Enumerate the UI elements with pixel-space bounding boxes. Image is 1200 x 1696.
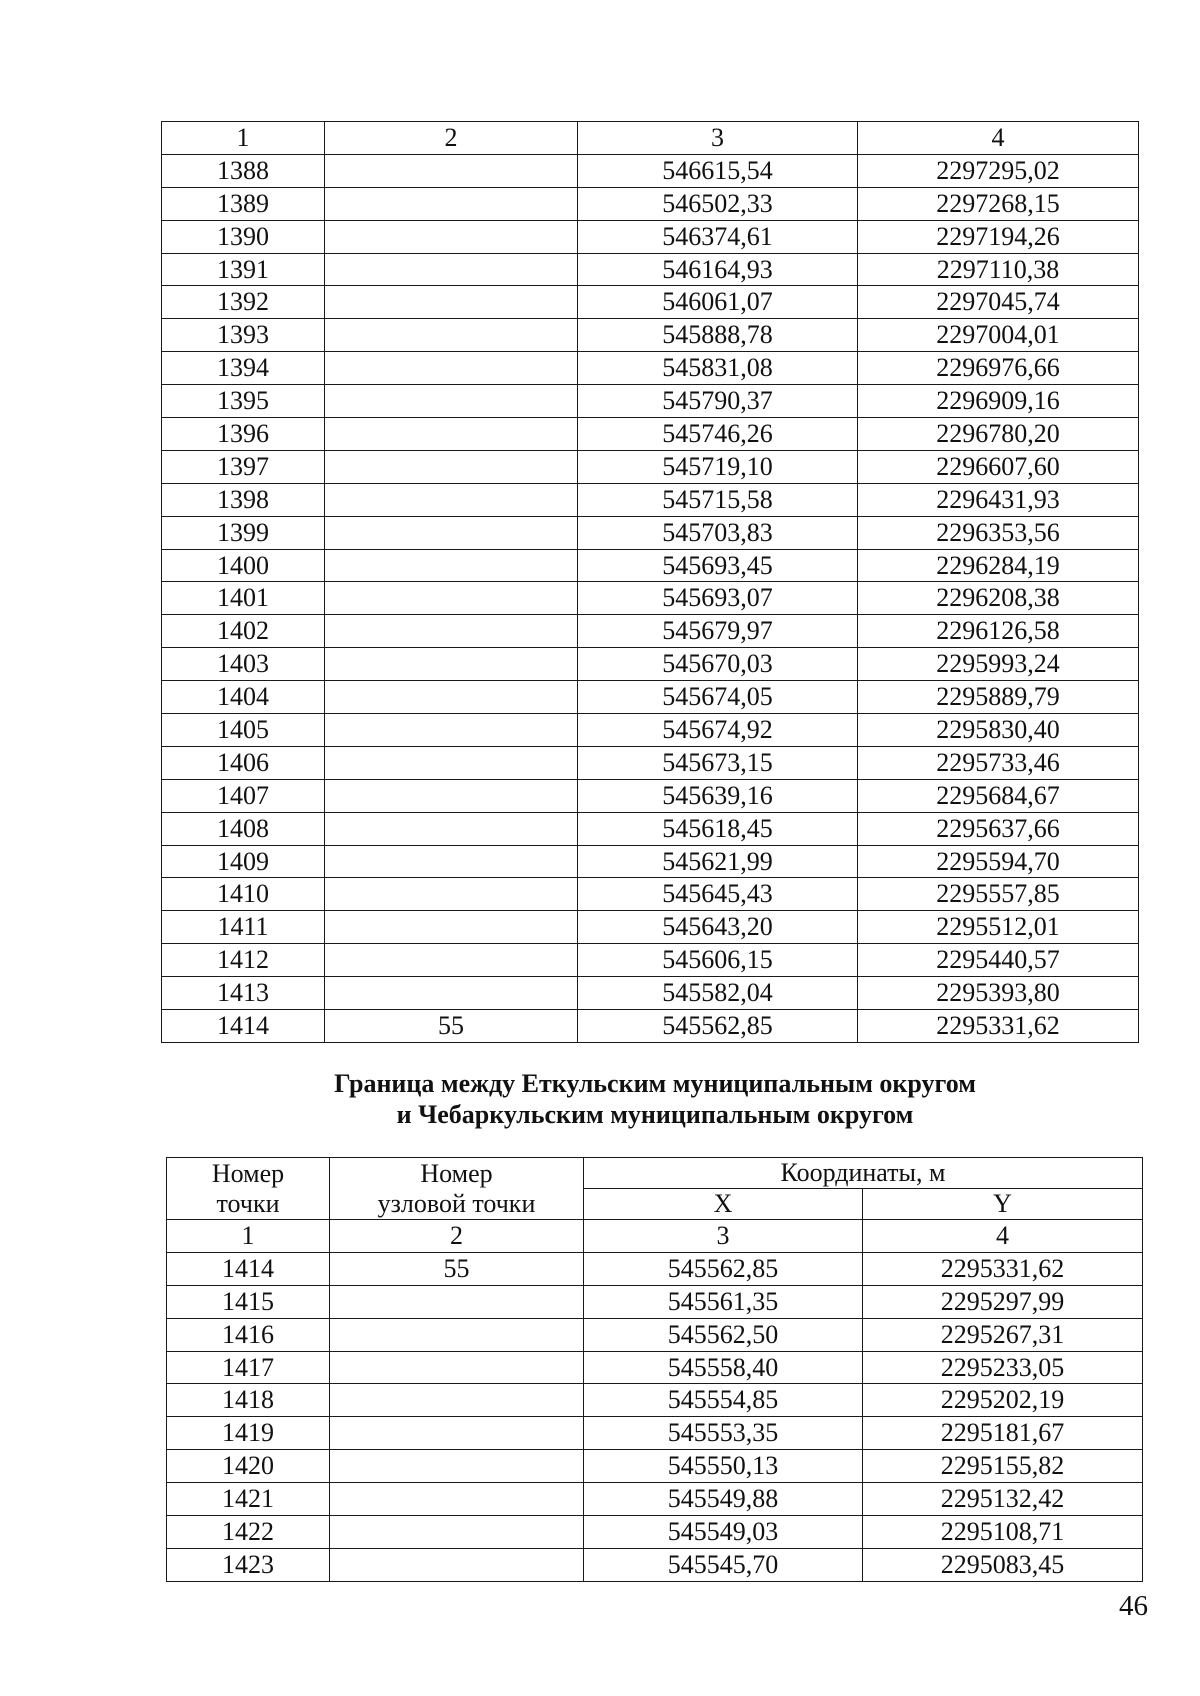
x-coordinate-cell: 545693,45 [578, 549, 858, 582]
table-row [162, 977, 1139, 1010]
node-point-cell [325, 220, 578, 253]
point-number-cell: 1409 [162, 845, 325, 878]
x-coordinate-cell: 545554,85 [584, 1384, 863, 1417]
y-coordinate-cell: 2295331,62 [858, 1010, 1139, 1043]
x-coordinate-cell: 545831,08 [578, 352, 858, 385]
node-point-cell [325, 286, 578, 319]
column-number-cell: 1 [167, 1220, 330, 1253]
node-point-cell [325, 714, 578, 747]
node-point-cell: 55 [325, 1010, 578, 1043]
table-row [162, 1010, 1139, 1043]
node-point-cell [330, 1483, 584, 1516]
table-row [162, 681, 1139, 714]
table-body [167, 1252, 1143, 1581]
table-row [162, 220, 1139, 253]
point-number-cell: 1401 [162, 582, 325, 615]
x-coordinate-cell: 545606,15 [578, 944, 858, 977]
node-point-cell [330, 1384, 584, 1417]
table-row [162, 549, 1139, 582]
point-number-cell: 1396 [162, 418, 325, 451]
node-point-cell [325, 746, 578, 779]
table-row [162, 714, 1139, 747]
point-number-cell: 1392 [162, 286, 325, 319]
x-coordinate-cell: 545888,78 [578, 319, 858, 352]
y-coordinate-cell: 2295297,99 [863, 1285, 1143, 1318]
y-coordinate-cell: 2297295,02 [858, 154, 1139, 187]
x-coordinate-cell: 545643,20 [578, 911, 858, 944]
section-title-line-1: Граница между Еткульским муниципальным округом [334, 1069, 976, 1098]
table-row [162, 319, 1139, 352]
y-coordinate-cell: 2295733,46 [858, 746, 1139, 779]
point-number-cell: 1393 [162, 319, 325, 352]
column-number-cell: 2 [330, 1220, 584, 1253]
node-point-cell [325, 154, 578, 187]
x-header: X [584, 1189, 863, 1220]
point-number-cell: 1420 [167, 1450, 330, 1483]
column-number-cell: 3 [584, 1220, 863, 1253]
y-coordinate-cell: 2295993,24 [858, 648, 1139, 681]
y-coordinate-cell: 2295155,82 [863, 1450, 1143, 1483]
node-point-cell [325, 878, 578, 911]
column-number-row [167, 1220, 1143, 1253]
y-header: Y [863, 1189, 1143, 1220]
x-coordinate-cell: 546502,33 [578, 187, 858, 220]
table-row [162, 582, 1139, 615]
section-title-line-2: и Чебаркульским муниципальным округом [396, 1100, 914, 1129]
y-coordinate-cell: 2296208,38 [858, 582, 1139, 615]
y-coordinate-cell: 2295202,19 [863, 1384, 1143, 1417]
x-coordinate-cell: 545673,15 [578, 746, 858, 779]
header-text: точки [216, 1188, 280, 1218]
x-coordinate-cell: 545582,04 [578, 977, 858, 1010]
header-text: узловой точки [377, 1188, 536, 1218]
x-coordinate-cell: 545561,35 [584, 1285, 863, 1318]
column-number-cell: 1 [162, 122, 325, 155]
node-point-cell [325, 549, 578, 582]
table-row [162, 746, 1139, 779]
node-point-cell [330, 1417, 584, 1450]
table-row [162, 911, 1139, 944]
point-number-cell: 1416 [167, 1318, 330, 1351]
node-point-cell [325, 319, 578, 352]
point-number-cell: 1390 [162, 220, 325, 253]
y-coordinate-cell: 2296126,58 [858, 615, 1139, 648]
point-number-header [167, 1158, 330, 1220]
point-number-cell: 1398 [162, 483, 325, 516]
y-coordinate-cell: 2295083,45 [863, 1548, 1143, 1581]
node-point-cell [330, 1285, 584, 1318]
x-coordinate-cell: 546615,54 [578, 154, 858, 187]
x-coordinate-cell: 545562,85 [584, 1252, 863, 1285]
point-number-cell: 1414 [162, 1010, 325, 1043]
header-row [167, 1158, 1143, 1189]
y-coordinate-cell: 2295440,57 [858, 944, 1139, 977]
table-row [167, 1351, 1143, 1384]
node-point-cell [325, 615, 578, 648]
point-number-cell: 1423 [167, 1548, 330, 1581]
point-number-cell: 1388 [162, 154, 325, 187]
point-number-cell: 1415 [167, 1285, 330, 1318]
x-coordinate-cell: 545621,99 [578, 845, 858, 878]
point-number-cell: 1397 [162, 450, 325, 483]
y-coordinate-cell: 2295830,40 [858, 714, 1139, 747]
point-number-cell: 1414 [167, 1252, 330, 1285]
column-number-cell: 3 [578, 122, 858, 155]
y-coordinate-cell: 2295684,67 [858, 779, 1139, 812]
node-point-cell [325, 450, 578, 483]
table-row [167, 1516, 1143, 1549]
table-row [162, 812, 1139, 845]
node-point-cell [325, 352, 578, 385]
y-coordinate-cell: 2295233,05 [863, 1351, 1143, 1384]
point-number-cell: 1422 [167, 1516, 330, 1549]
x-coordinate-cell: 545562,85 [578, 1010, 858, 1043]
table-row [167, 1252, 1143, 1285]
table-row [162, 516, 1139, 549]
point-number-cell: 1412 [162, 944, 325, 977]
y-coordinate-cell: 2296976,66 [858, 352, 1139, 385]
point-number-cell: 1418 [167, 1384, 330, 1417]
y-coordinate-cell: 2297268,15 [858, 187, 1139, 220]
x-coordinate-cell: 545674,05 [578, 681, 858, 714]
coordinates-table-continued [161, 121, 1139, 1043]
point-number-cell: 1399 [162, 516, 325, 549]
node-point-cell [325, 779, 578, 812]
y-coordinate-cell: 2295132,42 [863, 1483, 1143, 1516]
table-row [162, 154, 1139, 187]
x-coordinate-cell: 545679,97 [578, 615, 858, 648]
section-title [160, 1068, 1150, 1130]
node-point-cell [325, 648, 578, 681]
point-number-cell: 1407 [162, 779, 325, 812]
table-row [162, 779, 1139, 812]
coordinates-table-boundary [166, 1157, 1143, 1582]
x-coordinate-cell: 545645,43 [578, 878, 858, 911]
x-coordinate-cell: 545790,37 [578, 385, 858, 418]
node-point-cell [325, 582, 578, 615]
table-row [167, 1483, 1143, 1516]
y-coordinate-cell: 2295557,85 [858, 878, 1139, 911]
point-number-cell: 1408 [162, 812, 325, 845]
table-row [167, 1417, 1143, 1450]
table-row [162, 450, 1139, 483]
table-row [162, 615, 1139, 648]
column-number-cell: 4 [858, 122, 1139, 155]
x-coordinate-cell: 545715,58 [578, 483, 858, 516]
node-point-cell [330, 1516, 584, 1549]
node-point-cell [330, 1548, 584, 1581]
x-coordinate-cell: 545550,13 [584, 1450, 863, 1483]
x-coordinate-cell: 545558,40 [584, 1351, 863, 1384]
y-coordinate-cell: 2295181,67 [863, 1417, 1143, 1450]
x-coordinate-cell: 545553,35 [584, 1417, 863, 1450]
node-point-cell [325, 253, 578, 286]
y-coordinate-cell: 2297194,26 [858, 220, 1139, 253]
y-coordinate-cell: 2297004,01 [858, 319, 1139, 352]
table-row [162, 286, 1139, 319]
node-point-cell [325, 911, 578, 944]
point-number-cell: 1400 [162, 549, 325, 582]
y-coordinate-cell: 2296780,20 [858, 418, 1139, 451]
table-row [167, 1384, 1143, 1417]
point-number-cell: 1421 [167, 1483, 330, 1516]
table-row [167, 1548, 1143, 1581]
node-point-cell [325, 681, 578, 714]
y-coordinate-cell: 2296431,93 [858, 483, 1139, 516]
node-point-number-header [330, 1158, 584, 1220]
y-coordinate-cell: 2296909,16 [858, 385, 1139, 418]
point-number-cell: 1395 [162, 385, 325, 418]
coordinates-header: Координаты, м [584, 1158, 1143, 1189]
y-coordinate-cell: 2295594,70 [858, 845, 1139, 878]
y-coordinate-cell: 2296284,19 [858, 549, 1139, 582]
table-row [162, 878, 1139, 911]
node-point-cell [325, 845, 578, 878]
point-number-cell: 1403 [162, 648, 325, 681]
node-point-cell [330, 1351, 584, 1384]
x-coordinate-cell: 545545,70 [584, 1548, 863, 1581]
point-number-cell: 1413 [162, 977, 325, 1010]
y-coordinate-cell: 2295108,71 [863, 1516, 1143, 1549]
y-coordinate-cell: 2297045,74 [858, 286, 1139, 319]
node-point-cell [325, 812, 578, 845]
column-number-row [162, 122, 1139, 155]
y-coordinate-cell: 2295267,31 [863, 1318, 1143, 1351]
point-number-cell: 1391 [162, 253, 325, 286]
node-point-cell [325, 187, 578, 220]
y-coordinate-cell: 2295393,80 [858, 977, 1139, 1010]
x-coordinate-cell: 545639,16 [578, 779, 858, 812]
table-body [162, 154, 1139, 1042]
table-row [162, 253, 1139, 286]
y-coordinate-cell: 2295331,62 [863, 1252, 1143, 1285]
y-coordinate-cell: 2296353,56 [858, 516, 1139, 549]
y-coordinate-cell: 2295637,66 [858, 812, 1139, 845]
table-row [167, 1285, 1143, 1318]
page-number: 46 [1119, 1590, 1148, 1622]
x-coordinate-cell: 545693,07 [578, 582, 858, 615]
y-coordinate-cell: 2295512,01 [858, 911, 1139, 944]
table-row [162, 187, 1139, 220]
point-number-cell: 1417 [167, 1351, 330, 1384]
y-coordinate-cell: 2297110,38 [858, 253, 1139, 286]
table-row [162, 385, 1139, 418]
header-text: Номер [211, 1158, 285, 1188]
x-coordinate-cell: 545674,92 [578, 714, 858, 747]
x-coordinate-cell: 545549,03 [584, 1516, 863, 1549]
table-row [162, 418, 1139, 451]
node-point-cell [330, 1450, 584, 1483]
table-row [162, 483, 1139, 516]
table-row [162, 845, 1139, 878]
node-point-cell [325, 944, 578, 977]
header-text: Номер [420, 1158, 493, 1188]
column-number-cell: 4 [863, 1220, 1143, 1253]
node-point-cell [325, 385, 578, 418]
x-coordinate-cell: 546164,93 [578, 253, 858, 286]
x-coordinate-cell: 545746,26 [578, 418, 858, 451]
table-row [162, 352, 1139, 385]
x-coordinate-cell: 545703,83 [578, 516, 858, 549]
point-number-cell: 1406 [162, 746, 325, 779]
point-number-cell: 1419 [167, 1417, 330, 1450]
node-point-cell: 55 [330, 1252, 584, 1285]
point-number-cell: 1389 [162, 187, 325, 220]
point-number-cell: 1411 [162, 911, 325, 944]
point-number-cell: 1405 [162, 714, 325, 747]
x-coordinate-cell: 545562,50 [584, 1318, 863, 1351]
x-coordinate-cell: 545549,88 [584, 1483, 863, 1516]
x-coordinate-cell: 545618,45 [578, 812, 858, 845]
point-number-cell: 1410 [162, 878, 325, 911]
x-coordinate-cell: 545719,10 [578, 450, 858, 483]
table-row [167, 1318, 1143, 1351]
x-coordinate-cell: 546374,61 [578, 220, 858, 253]
column-number-cell: 2 [325, 122, 578, 155]
node-point-cell [325, 418, 578, 451]
node-point-cell [325, 483, 578, 516]
point-number-cell: 1404 [162, 681, 325, 714]
table-row [167, 1450, 1143, 1483]
point-number-cell: 1402 [162, 615, 325, 648]
node-point-cell [325, 977, 578, 1010]
x-coordinate-cell: 546061,07 [578, 286, 858, 319]
node-point-cell [330, 1318, 584, 1351]
point-number-cell: 1394 [162, 352, 325, 385]
y-coordinate-cell: 2295889,79 [858, 681, 1139, 714]
y-coordinate-cell: 2296607,60 [858, 450, 1139, 483]
node-point-cell [325, 516, 578, 549]
x-coordinate-cell: 545670,03 [578, 648, 858, 681]
table-row [162, 944, 1139, 977]
table-row [162, 648, 1139, 681]
